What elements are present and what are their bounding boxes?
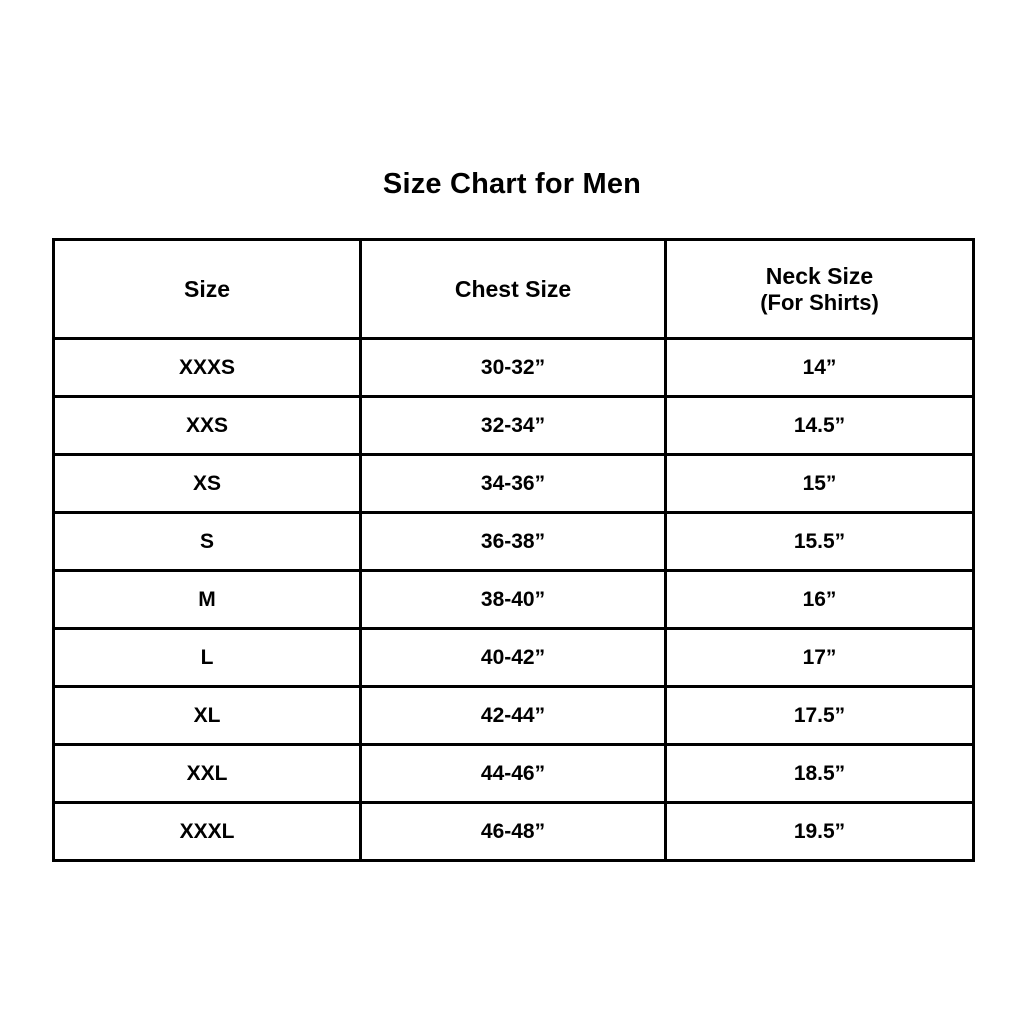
- table-row: [54, 339, 974, 397]
- table-row: [54, 687, 974, 745]
- cell-size: XXXL: [54, 803, 361, 861]
- column-header-neck-sublabel: (For Shirts): [760, 289, 879, 315]
- cell-chest: 42-44”: [361, 687, 666, 745]
- cell-chest: 40-42”: [361, 629, 666, 687]
- cell-size: L: [54, 629, 361, 687]
- cell-chest: 34-36”: [361, 455, 666, 513]
- cell-chest: 32-34”: [361, 397, 666, 455]
- cell-size: XXS: [54, 397, 361, 455]
- column-header-neck-label: Neck Size: [765, 262, 874, 289]
- table-row: [54, 571, 974, 629]
- cell-size: M: [54, 571, 361, 629]
- cell-chest: 36-38”: [361, 513, 666, 571]
- cell-neck: 18.5”: [666, 745, 974, 803]
- cell-chest: 30-32”: [361, 339, 666, 397]
- cell-neck: 16”: [666, 571, 974, 629]
- cell-size: XS: [54, 455, 361, 513]
- cell-neck: 17.5”: [666, 687, 974, 745]
- column-header-neck: [666, 240, 974, 339]
- cell-neck: 15.5”: [666, 513, 974, 571]
- table-header: [54, 240, 974, 339]
- cell-neck: 19.5”: [666, 803, 974, 861]
- table-row: [54, 745, 974, 803]
- table-header-row: [54, 240, 974, 339]
- table-row: [54, 629, 974, 687]
- cell-size: XXXS: [54, 339, 361, 397]
- cell-chest: 38-40”: [361, 571, 666, 629]
- cell-neck: 15”: [666, 455, 974, 513]
- column-header-size: [54, 240, 361, 339]
- cell-size: S: [54, 513, 361, 571]
- page-title: Size Chart for Men: [382, 168, 642, 200]
- cell-neck: 17”: [666, 629, 974, 687]
- table-body: [54, 339, 974, 861]
- table-row: [54, 513, 974, 571]
- cell-neck: 14”: [666, 339, 974, 397]
- cell-size: XXL: [54, 745, 361, 803]
- column-header-size-label: Size: [183, 275, 231, 302]
- cell-size: XL: [54, 687, 361, 745]
- cell-neck: 14.5”: [666, 397, 974, 455]
- cell-chest: 44-46”: [361, 745, 666, 803]
- size-table-container: [52, 238, 972, 862]
- cell-chest: 46-48”: [361, 803, 666, 861]
- column-header-chest: [361, 240, 666, 339]
- table-row: [54, 397, 974, 455]
- table-row: [54, 803, 974, 861]
- table-row: [54, 455, 974, 513]
- column-header-chest-label: Chest Size: [454, 275, 572, 302]
- size-table: [52, 238, 975, 862]
